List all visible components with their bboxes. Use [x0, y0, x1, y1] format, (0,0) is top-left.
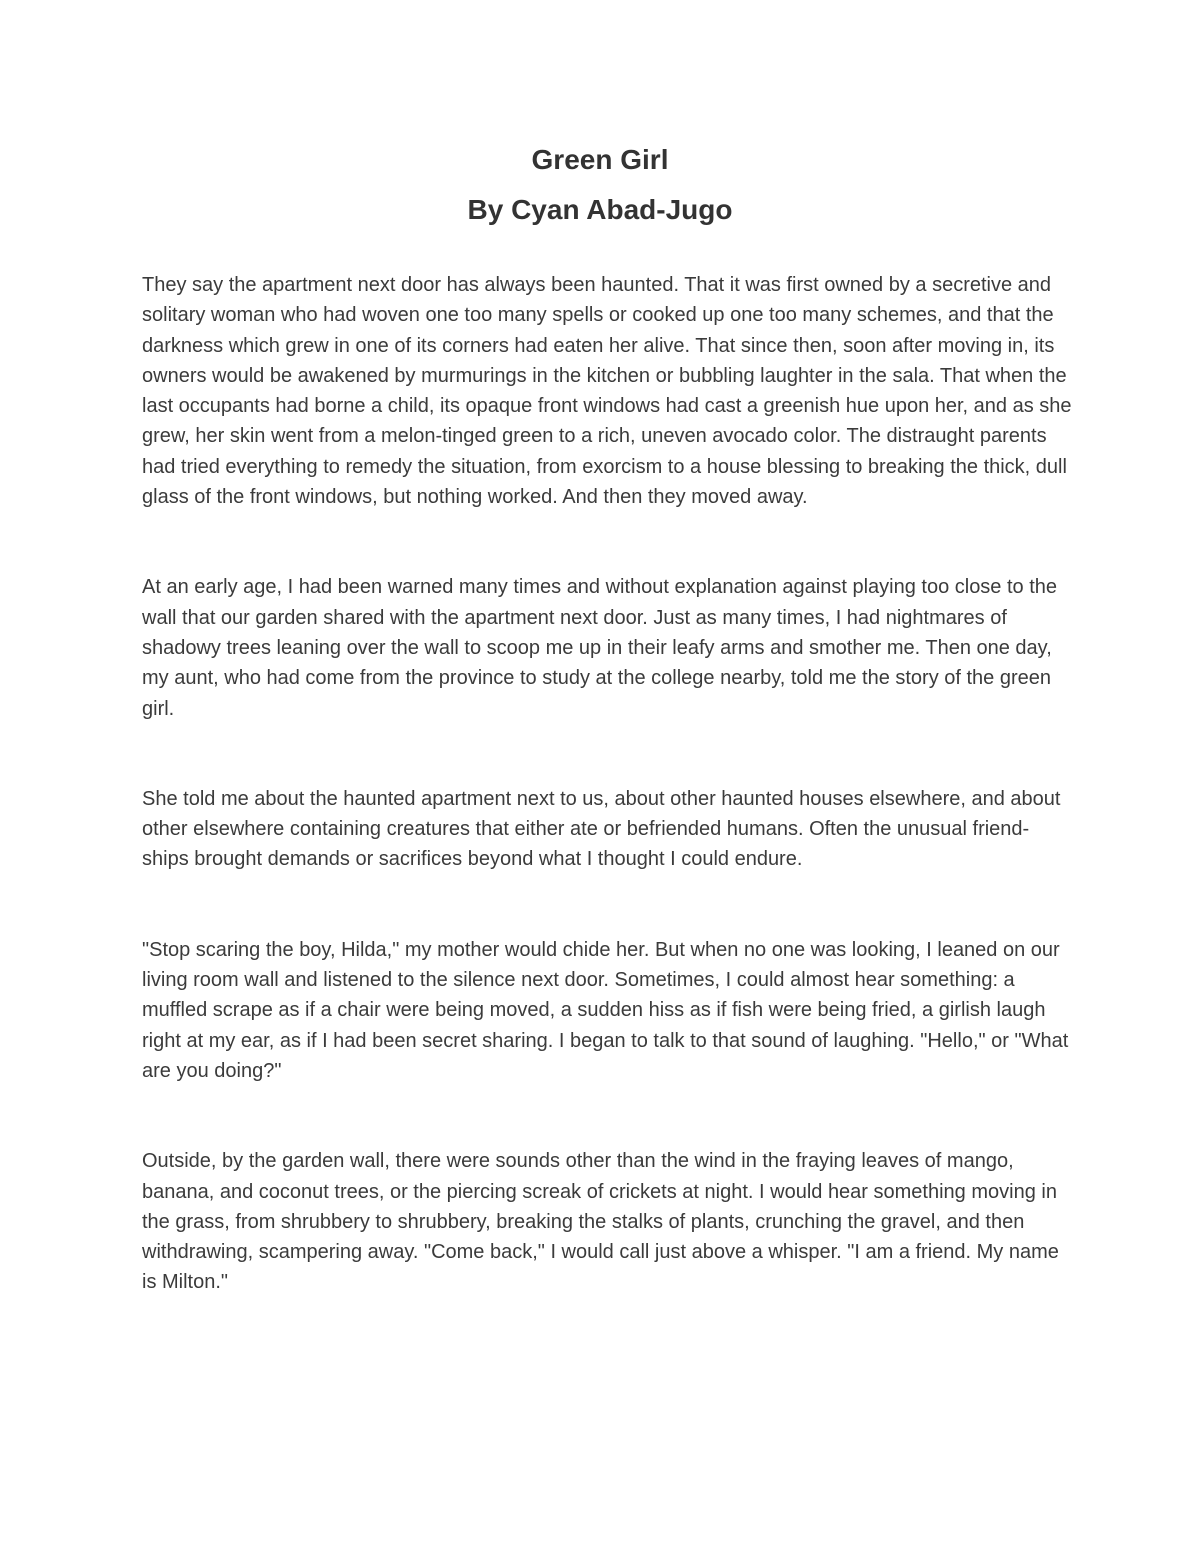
- paragraph-5: Outside, by the garden wall, there were sounds other than the wind in the fraying leaves of mango, banana, and coconut trees, or the piercing screak of crickets at night. I would hear something moving in the grass, from shrubbery to shrubbery, breaking the stalks of plants, crunching the gravel, and then withdrawing, scampering away. "Come back," I would call just above a whisper. "I am a friend. My name is Milton.": [142, 1150, 1059, 1294]
- paragraph-2: At an early age, I had been warned many times and without explanation against playing too close to the wall that our garden shared with the apartment next door. Just as many times, I had nightmares of shadowy trees leaning over the wall to scoop me up in their leafy arms and smother me. Then one day, my aunt, who had come from the province to study at the college nearby, told me the story of the green girl.: [142, 576, 1058, 720]
- paragraph-3: She told me about the haunted apartment next to us, about other haunted houses elsewhere, and about other elsewhere containing creatures that either ate or befriended humans. Often the unusual friend-ships brought demands or sacrifices beyond what I thought I could endure.: [142, 787, 1061, 871]
- paragraph-1: They say the apartment next door has always been haunted. That it was first owned by a secretive and solitary woman who had woven one too many spells or cooked up one too many schemes, and that the darkness which grew in one of its corners had eaten her alive. That since then, soon after moving in, its owners would be awakened by murmurings in the kitchen or bubbling laughter in the sala. That when the last occupants had borne a child, its opaque front windows had cast a greenish hue upon her, and as she grew, her skin went from a melon-tinged green to a rich, uneven avocado color. The distraught parents had tried everything to remedy the situation, from exorcism to a house blessing to breaking the thick, dull glass of the front windows, but nothing worked. And then they moved away.: [142, 274, 1072, 509]
- document-author: By Cyan Abad-Jugo: [467, 194, 733, 225]
- document-body: [142, 270, 1072, 1358]
- document-title: Green Girl: [531, 144, 669, 175]
- paragraph-4: "Stop scaring the boy, Hilda," my mother would chide her. But when no one was looking, I leaned on our living room wall and listened to the silence next door. Sometimes, I could almost hear something: a muffled scrape as if a chair were being moved, a sudden hiss as if fish were being fried, a girlish laugh right at my ear, as if I had been secret sharing. I began to talk to that sound of laughing. "Hello," or "What are you doing?": [142, 938, 1069, 1082]
